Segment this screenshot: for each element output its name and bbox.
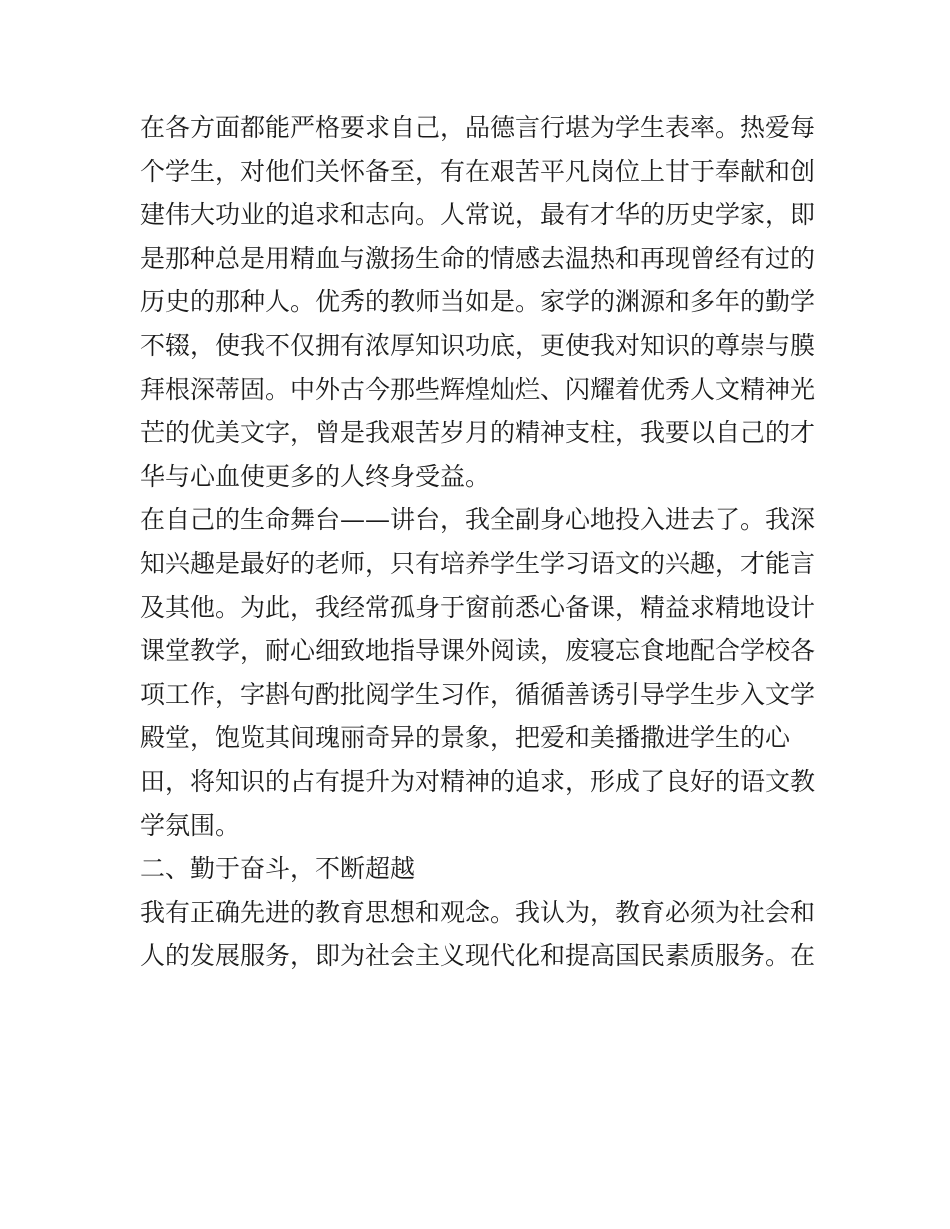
text-line: 我有正确先进的教育思想和观念。我认为，教育必须为社会和 [140, 897, 816, 927]
text-line: 拜根深蒂固。中外古今那些辉煌灿烂、闪耀着优秀人文精神光 [140, 374, 816, 404]
text-line: 人的发展服务，即为社会主义现代化和提高国民素质服务。在 [140, 941, 816, 971]
text-line: 知兴趣是最好的老师，只有培养学生学习语文的兴趣，才能言 [140, 548, 816, 578]
text-line: 不辍，使我不仅拥有浓厚知识功底，更使我对知识的尊崇与膜 [140, 330, 816, 360]
text-line: 学氛围。 [140, 810, 241, 840]
section-heading: 二、勤于奋斗，不断超越 [140, 854, 416, 884]
text-line: 在各方面都能严格要求自己，品德言行堪为学生表率。热爱每 [140, 113, 816, 142]
text-line: 历史的那种人。优秀的教师当如是。家学的渊源和多年的勤学 [140, 287, 816, 317]
text-line: 田，将知识的占有提升为对精神的追求，形成了良好的语文教 [140, 766, 816, 796]
text-line: 殿堂，饱览其间瑰丽奇异的景象，把爱和美播撒进学生的心 [140, 723, 791, 753]
text-line: 在自己的生命舞台——讲台，我全副身心地投入进去了。我深 [140, 505, 816, 535]
text-line: 项工作，字斟句酌批阅学生习作，循循善诱引导学生步入文学 [140, 679, 816, 709]
text-line: 及其他。为此，我经常孤身于窗前悉心备课，精益求精地设计 [140, 592, 816, 622]
text-line: 华与心血使更多的人终身受益。 [140, 461, 491, 491]
text-line: 是那种总是用精血与激扬生命的情感去温热和再现曾经有过的 [140, 243, 816, 273]
body-text [140, 106, 820, 978]
text-line: 芒的优美文字，曾是我艰苦岁月的精神支柱，我要以自己的才 [140, 418, 816, 448]
text-line: 个学生，对他们关怀备至，有在艰苦平凡岗位上甘于奉献和创 [140, 156, 816, 186]
text-line: 建伟大功业的追求和志向。人常说，最有才华的历史学家，即 [140, 200, 816, 230]
text-line: 课堂教学，耐心细致地指导课外阅读，废寝忘食地配合学校各 [140, 636, 816, 666]
